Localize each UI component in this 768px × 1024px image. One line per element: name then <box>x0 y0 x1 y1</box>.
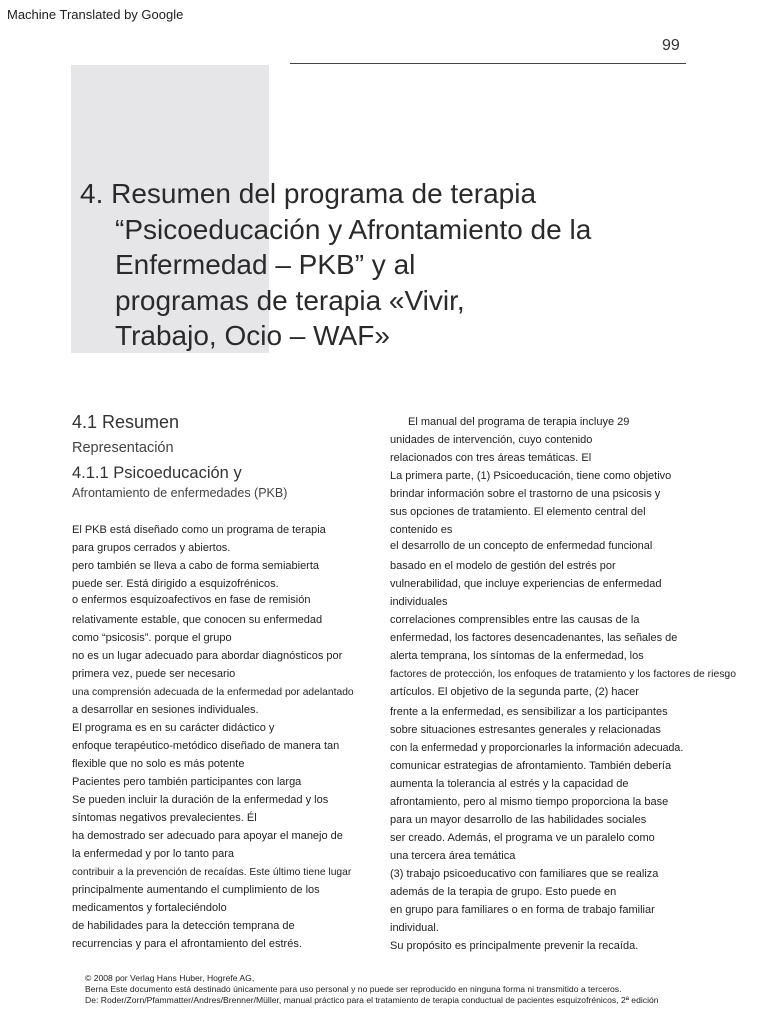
text-line: artículos. El objetivo de la segunda parte, (2) hacer <box>390 686 639 698</box>
chapter-title-line: programas de terapia «Vivir, <box>115 284 465 316</box>
text-line: frente a la enfermedad, es sensibilizar a los participantes <box>390 706 668 718</box>
text-line: sobre situaciones estresantes generales y relacionadas <box>390 724 661 736</box>
text-line: Se pueden incluir la duración de la enfermedad y los <box>72 794 329 806</box>
subsection-subheading: Afrontamiento de enfermedades (PKB) <box>72 486 288 500</box>
text-line: correlaciones comprensibles entre las causas de la <box>390 614 640 626</box>
text-line: El PKB está diseñado como un programa de terapia <box>72 524 326 536</box>
text-line: brindar información sobre el trastorno de una psicosis y <box>390 488 661 500</box>
text-line: en grupo para familiares o en forma de trabajo familiar <box>390 904 655 916</box>
chapter-title-line: Trabajo, Ocio – WAF» <box>115 320 390 351</box>
text-line: comunicar estrategias de afrontamiento. También debería <box>390 760 672 772</box>
text-line: o enfermos esquizoafectivos en fase de remisión <box>72 594 311 606</box>
text-line: puede ser. Está dirigido a esquizofrénicos. <box>72 578 279 590</box>
text-line: La primera parte, (1) Psicoeducación, tiene como objetivo <box>390 470 672 482</box>
text-line: una tercera área temática <box>390 850 516 862</box>
text-line: aumenta la tolerancia al estrés y la capacidad de <box>390 778 629 790</box>
text-line: para un mayor desarrollo de las habilidades sociales <box>390 814 647 826</box>
text-line: ser creado. Además, el programa ve un paralelo como <box>390 832 655 844</box>
text-line: basado en el modelo de gestión del estrés por <box>390 560 616 572</box>
text-line: El programa es en su carácter didáctico y <box>72 722 275 734</box>
footer-line: Berna Este documento está destinado únicamente para uso personal y no puede ser reproducido en ninguna forma ni transmitido a terceros. <box>85 984 622 994</box>
text-line: primera vez, puede ser necesario <box>72 668 236 680</box>
text-line: individual. <box>390 922 439 934</box>
text-line: con la enfermedad y proporcionarles la información adecuada. <box>390 742 684 754</box>
text-line: relativamente estable, que conocen su enfermedad <box>72 614 323 626</box>
text-line: de habilidades para la detección temprana de <box>72 920 295 932</box>
text-line: pero también se lleva a cabo de forma semiabierta <box>72 560 320 572</box>
text-line: individuales <box>390 596 448 608</box>
text-line: (3) trabajo psicoeducativo con familiares que se realiza <box>390 868 659 880</box>
text-line: El manual del programa de terapia incluye 29 <box>408 416 630 428</box>
text-line: relacionados con tres áreas temáticas. El <box>390 452 592 464</box>
chapter-title-line: 4. Resumen del programa de terapia <box>80 178 537 209</box>
chapter-title-line: “Psicoeducación y Afrontamiento de la <box>115 213 592 245</box>
text-line: además de la terapia de grupo. Esto puede en <box>390 886 617 898</box>
text-line: como “psicosis”. porque el grupo <box>72 632 232 644</box>
section-heading: 4.1 Resumen <box>72 412 180 432</box>
footer-line: © 2008 por Verlag Hans Huber, Hogrefe AG, <box>85 973 255 983</box>
text-line: alerta temprana, los síntomas de la enfermedad, los <box>390 650 644 662</box>
text-line: la enfermedad y por lo tanto para <box>72 848 235 860</box>
text-line: recurrencias y para el afrontamiento del estrés. <box>72 938 302 950</box>
text-line: medicamentos y fortaleciéndolo <box>72 902 227 914</box>
text-line: enfoque terapéutico-metódico diseñado de manera tan <box>72 740 340 752</box>
text-line: síntomas negativos prevalecientes. Él <box>72 812 257 824</box>
text-line: una comprensión adecuada de la enfermedad por adelantado <box>72 687 354 698</box>
text-line: Su propósito es principalmente prevenir la recaída. <box>390 940 639 952</box>
text-line: unidades de intervención, cuyo contenido <box>390 434 593 446</box>
page-number: 99 <box>662 37 680 54</box>
text-line: contenido es <box>390 524 453 536</box>
text-line: principalmente aumentando el cumplimiento de los <box>72 884 320 896</box>
text-line: flexible que no solo es más potente <box>72 758 245 770</box>
text-line: a desarrollar en sesiones individuales. <box>72 704 259 716</box>
text-line: enfermedad, los factores desencadenantes, las señales de <box>390 632 678 644</box>
text-line: para grupos cerrados y abiertos. <box>72 542 231 554</box>
header-rule <box>290 63 686 64</box>
text-line: afrontamiento, pero al mismo tiempo proporciona la base <box>390 796 669 808</box>
text-line: contribuir a la prevención de recaídas. Este último tiene lugar <box>72 867 352 878</box>
text-line: factores de protección, los enfoques de tratamiento y los factores de riesgo <box>390 669 736 680</box>
text-line: ha demostrado ser adecuado para apoyar el manejo de <box>72 830 343 842</box>
text-line: sus opciones de tratamiento. El elemento central del <box>390 506 646 518</box>
text-line: Pacientes pero también participantes con larga <box>72 776 302 788</box>
section-subheading: Representación <box>72 440 174 456</box>
text-line: el desarrollo de un concepto de enfermedad funcional <box>390 540 653 552</box>
chapter-title <box>80 176 700 354</box>
subsection-heading: 4.1.1 Psicoeducación y <box>72 464 242 482</box>
text-line: no es un lugar adecuado para abordar diagnósticos por <box>72 650 343 662</box>
chapter-title-line: Enfermedad – PKB” y al <box>115 249 416 280</box>
machine-translation-banner: Machine Translated by Google <box>7 7 184 22</box>
text-line: vulnerabilidad, que incluye experiencias de enfermedad <box>390 578 662 590</box>
footer-line: De: Roder/Zorn/Pfammatter/Andres/Brenner/Müller, manual práctico para el tratamiento de terapia conductual de pacientes esquizofrénicos, 2ª edición <box>85 995 659 1005</box>
